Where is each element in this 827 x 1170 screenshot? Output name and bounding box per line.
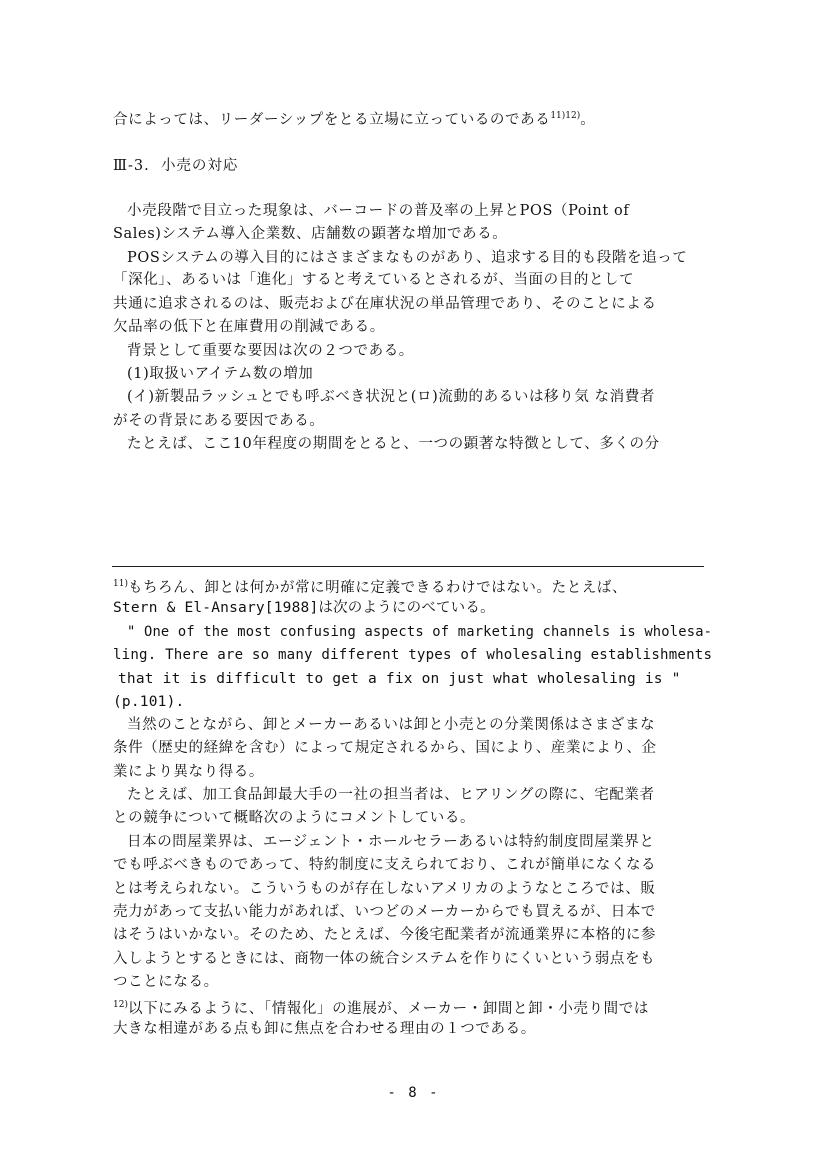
footnote-line: $^{11)}$もちろん、卸とは何かが常に明確に定義できるわけではない。たとえば、 xyxy=(113,579,628,596)
footnote-separator xyxy=(112,566,704,567)
body-line-6: 共通に追求されるのは、販売および在庫状況の単品管理であり、そのことによる xyxy=(113,296,657,312)
body-line-8: 背景として重要な要因は次の２つである。 xyxy=(127,343,414,359)
footnote-line: 日本の問屋業界は、エージェント・ホールセラーあるいは特約制度問屋業界と xyxy=(127,834,655,850)
footnote-ref: 11)12) xyxy=(550,111,581,121)
footnote-line: Stern & El-Ansary[1988]は次のようにのべている。 xyxy=(113,600,495,616)
footnote-line: 入しようとするときには、商物一体の統合システムを作りにくいという弱点をも xyxy=(113,951,656,967)
footnote-line: 大きな相違がある点も卸に焦点を合わせる理由の１つである。 xyxy=(113,1021,536,1037)
footnote-quote-line: " One of the most confusing aspects of marketing channels is wholesa- xyxy=(127,624,713,640)
body-line-4: POSシステムの導入目的にはさまざまなものがあり、追求する目的も段階を追って xyxy=(127,250,688,266)
footnote-quote-line: ling. There are so many different types of wholesaling establishments xyxy=(113,647,713,663)
section-title: 小売の対応 xyxy=(160,158,239,174)
footnote-line: $^{12)}$以下にみるように、「情報化」の進展が、メーカー・卸間と卸・小売り間では xyxy=(113,1000,649,1017)
body-line-10: (イ)新製品ラッシュとでも呼ぶべき状況と(ロ)流動的あるいは移り気 な消費者 xyxy=(127,389,655,405)
body-line-7: 欠品率の低下と在庫費用の削減である。 xyxy=(113,319,385,335)
body-line-9: (1)取扱いアイテム数の増加 xyxy=(127,366,314,382)
footnote-line: とは考えられない。こういうものが存在しないアメリカのようなところでは、販 xyxy=(113,881,656,897)
page-number: - 8 - xyxy=(387,1085,440,1101)
footnote-citation: (p.101). xyxy=(113,694,185,710)
footnote-line: 当然のことながら、卸とメーカーあるいは卸と小売との分業関係はさまざまな xyxy=(127,717,656,733)
footnote-line: でも呼ぶべきものであって、特約制度に支えられており、これが簡単になくなる xyxy=(113,857,657,873)
body-line-5: 「深化」、あるいは「進化」すると考えているとされるが、当面の目的として xyxy=(113,272,635,288)
body-line-1: 合によっては、リーダーシップをとる立場に立っているのである$^{11)12)}$。 xyxy=(113,111,596,128)
body-line-12: たとえば、ここ10年程度の期間をとると、一つの顕著な特徴として、多くの分 xyxy=(127,436,660,452)
footnote-line: 業により異なり得る。 xyxy=(113,764,264,780)
footnote-line: 売力があって支払い能力があれば、いつどのメーカーからでも買えるが、日本で xyxy=(113,904,657,920)
footnote-line: はそうはいかない。そのため、たとえば、今後宅配業者が流通業界に本格的に参 xyxy=(113,927,657,943)
footnote-line: との競争について概略次のようにコメントしている。 xyxy=(113,810,476,826)
footnote-quote-line: that it is difficult to get a fix on just what wholesaling is " xyxy=(118,671,681,687)
section-heading xyxy=(113,156,238,176)
footnote-marker: 11) xyxy=(113,579,128,589)
footnote-marker: 12) xyxy=(113,1000,128,1010)
footnote-line: つことになる。 xyxy=(113,974,219,990)
footnote-line: 条件（歴史的経緯を含む）によって規定されるから、国により、産業により、企 xyxy=(113,740,657,756)
body-line-3: Sales)システム導入企業数、店舗数の顕著な増加である。 xyxy=(113,226,508,242)
body-line-2: 小売段階で目立った現象は、バーコードの普及率の上昇とPOS（Point of xyxy=(127,203,630,219)
body-line-11: がその背景にある要因である。 xyxy=(113,413,325,429)
footnote-line: たとえば、加工食品卸最大手の一社の担当者は、ヒアリングの際に、宅配業者 xyxy=(127,787,655,803)
section-number: Ⅲ-3. xyxy=(113,158,150,174)
